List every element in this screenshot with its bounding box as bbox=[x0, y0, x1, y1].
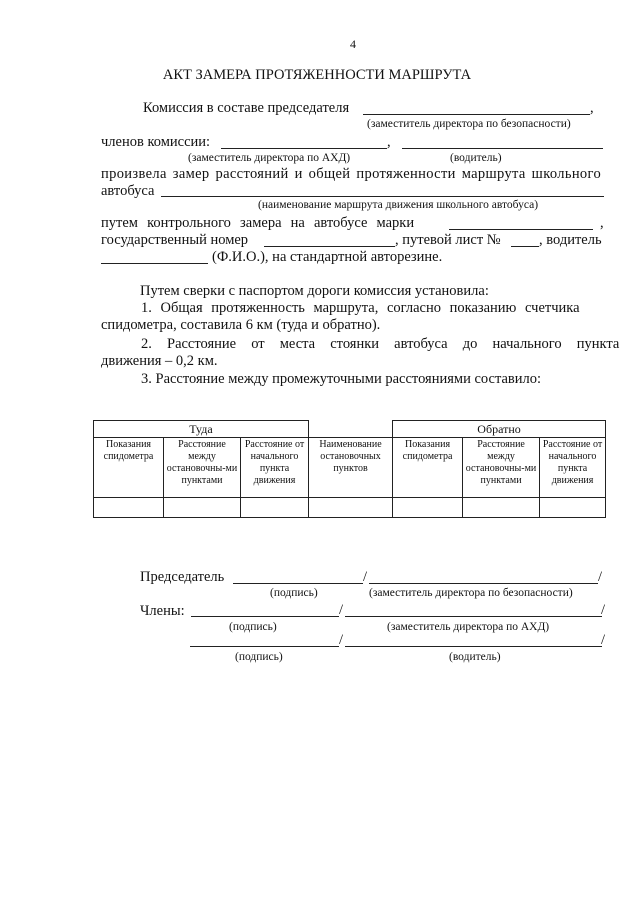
members-label: членов комиссии: bbox=[101, 134, 211, 150]
group-there: Туда bbox=[94, 421, 309, 438]
bus-label: автобуса bbox=[101, 183, 155, 199]
members-signature-label: Члены: bbox=[140, 603, 185, 619]
member1-name-field[interactable] bbox=[221, 148, 387, 149]
member1-sign-caption: (подпись) bbox=[229, 621, 277, 633]
driver-name-field[interactable] bbox=[101, 263, 208, 264]
header-cell: Показания спидометра bbox=[94, 438, 164, 498]
member1-role-caption: (заместитель директора по АХД) bbox=[387, 621, 550, 633]
table-cell[interactable] bbox=[94, 498, 164, 518]
driver-label: , водитель bbox=[539, 232, 602, 248]
control-text: путем контрольного замера на автобусе марки bbox=[101, 215, 415, 231]
members-comma: , bbox=[387, 134, 391, 150]
member2-slash: / bbox=[339, 632, 344, 648]
waybill-label: , путевой лист № bbox=[395, 232, 501, 248]
table-header-row bbox=[94, 438, 606, 498]
chair-name-field[interactable] bbox=[363, 114, 590, 115]
table-cell[interactable] bbox=[540, 498, 606, 518]
member2-signature-field[interactable] bbox=[190, 646, 339, 647]
chair-role-caption: (заместитель директора по безопасности) bbox=[369, 587, 573, 599]
header-cell: Расстояние между остановочны-ми пунктами bbox=[463, 438, 540, 498]
table-cell[interactable] bbox=[393, 498, 463, 518]
member2-caption: (водитель) bbox=[450, 152, 502, 164]
chair-caption: (заместитель директора по безопасности) bbox=[367, 118, 571, 130]
bus-brand-field[interactable] bbox=[449, 229, 593, 230]
table-cell[interactable] bbox=[241, 498, 309, 518]
fio-text: (Ф.И.О.), на стандартной авторезине. bbox=[212, 249, 443, 265]
page-number: 4 bbox=[350, 37, 356, 51]
chair-slash: / bbox=[363, 569, 368, 585]
item2-line2: движения – 0,2 км. bbox=[101, 353, 218, 369]
header-cell: Расстояние между остановочны-ми пунктами bbox=[164, 438, 241, 498]
group-spacer bbox=[309, 421, 393, 438]
item2-line1: 2. Расстояние от места стоянки автобуса до начального пункта bbox=[141, 336, 620, 352]
member1-caption: (заместитель директора по АХД) bbox=[188, 152, 351, 164]
distance-table bbox=[93, 420, 606, 518]
member1-role-field[interactable] bbox=[345, 616, 602, 617]
chair-slash-end: / bbox=[598, 569, 603, 585]
group-back: Обратно bbox=[393, 421, 606, 438]
member1-slash-end: / bbox=[601, 602, 606, 618]
commission-label: Комиссия в составе председателя bbox=[143, 100, 350, 116]
member1-signature-field[interactable] bbox=[191, 616, 339, 617]
table-row[interactable] bbox=[94, 498, 606, 518]
table-group-row bbox=[94, 421, 606, 438]
control-comma: , bbox=[600, 215, 604, 231]
header-cell: Расстояние от начального пункта движения bbox=[241, 438, 309, 498]
chair-role-field[interactable] bbox=[369, 583, 598, 584]
item3: 3. Расстояние между промежуточными расстояниями составило: bbox=[141, 371, 542, 387]
member2-name-field[interactable] bbox=[402, 148, 603, 149]
measure-text: произвела замер расстояний и общей протяженности маршрута школьного bbox=[101, 166, 602, 182]
table-cell[interactable] bbox=[164, 498, 241, 518]
chair-signature-label: Председатель bbox=[140, 569, 225, 585]
member1-slash: / bbox=[339, 602, 344, 618]
commission-comma: , bbox=[590, 100, 594, 116]
member2-role-field[interactable] bbox=[345, 646, 602, 647]
chair-signature-field[interactable] bbox=[233, 583, 363, 584]
item1-line2: спидометра, составила 6 км (туда и обратно). bbox=[101, 317, 381, 333]
member2-sign-caption: (подпись) bbox=[235, 651, 283, 663]
verification-intro: Путем сверки с паспортом дороги комиссия установила: bbox=[140, 283, 489, 299]
chair-sign-caption: (подпись) bbox=[270, 587, 318, 599]
member2-role-caption: (водитель) bbox=[449, 651, 501, 663]
header-cell: Наименование остановочных пунктов bbox=[309, 438, 393, 498]
route-caption: (наименование маршрута движения школьного автобуса) bbox=[258, 199, 539, 211]
table-cell[interactable] bbox=[463, 498, 540, 518]
state-number-field[interactable] bbox=[264, 246, 395, 247]
item1-line1: 1. Общая протяженность маршрута, согласно показанию счетчика bbox=[141, 300, 580, 316]
table-cell[interactable] bbox=[309, 498, 393, 518]
header-cell: Расстояние от начального пункта движения bbox=[540, 438, 606, 498]
state-number-label: государственный номер bbox=[101, 232, 249, 248]
header-cell: Показания спидометра bbox=[393, 438, 463, 498]
member2-slash-end: / bbox=[601, 632, 606, 648]
waybill-field[interactable] bbox=[511, 246, 539, 247]
page-title: АКТ ЗАМЕРА ПРОТЯЖЕННОСТИ МАРШРУТА bbox=[162, 67, 472, 83]
route-name-field[interactable] bbox=[161, 196, 604, 197]
